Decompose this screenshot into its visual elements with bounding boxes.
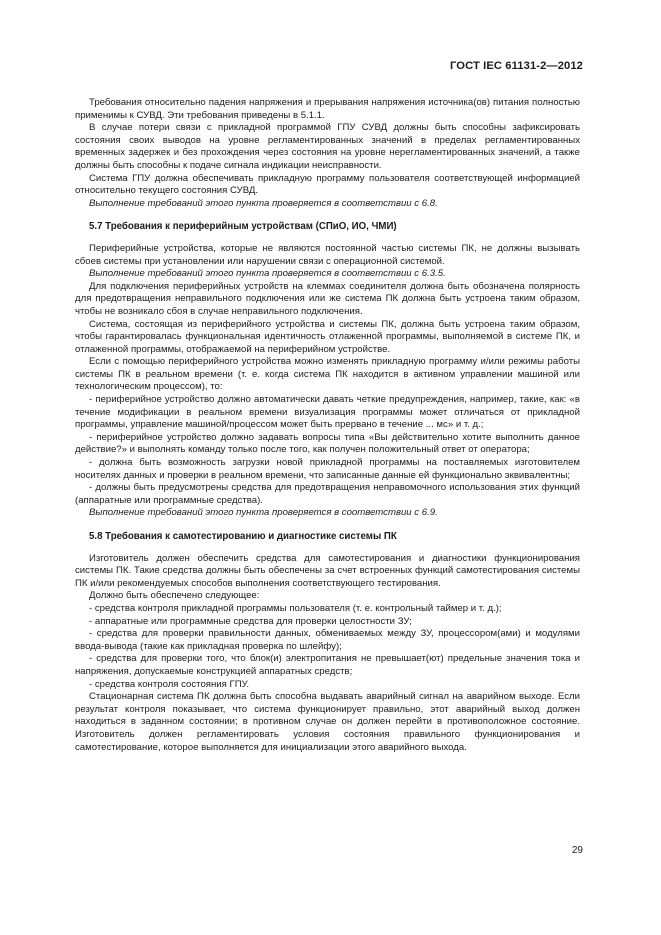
list-item: - должны быть предусмотрены средства для предотвращения неправомочного использования этих функций (аппаратные или программные средства).	[75, 482, 580, 506]
verification-note: Выполнение требований этого пункта проверяется в соответствии с 6.8.	[89, 197, 438, 209]
verification-note: Выполнение требований этого пункта проверяется в соответствии с 6.9.	[89, 507, 438, 519]
paragraph: Если с помощью периферийного устройства можно изменять прикладную программу и/или режимы работы системы ПК в реальном времени (т. е. когда система ПК находится в активном управлении машиной или технологическим процессом), то:	[75, 356, 580, 393]
paragraph: Изготовитель должен обеспечить средства для самотестирования и диагностики функционирования системы ПК. Такие средства должны быть обеспечены за счет встроенных функций самотестирования системы ПК и/или рекомендуемых способов выполнения соответствующего тестирования.	[75, 552, 580, 589]
page-body	[75, 97, 580, 754]
list-item: - периферийное устройство должно задавать вопросы типа «Вы действительно хотите выполнить данное действие?» и выполнять команду только после того, как получен положительный ответ от оператора;	[75, 431, 580, 456]
list-item: - средства для проверки того, что блок(и) электропитания не превышает(ют) предельные значения тока и напряжения, допускаемые конструкцией аппаратных средств;	[75, 653, 580, 677]
paragraph: Периферийные устройства, которые не являются постоянной частью системы ПК, не должны вызывать сбоев системы при установлении или нарушении связи с операционной системой.	[75, 242, 580, 267]
document-id-header: ГОСТ IEC 61131-2—2012	[449, 60, 583, 72]
section-heading-5-7: 5.7 Требования к периферийным устройствам (СПиО, ИО, ЧМИ)	[89, 221, 397, 233]
list-item: - периферийное устройство должно автоматически давать четкие предупреждения, например, такие, как: «в течение модификации в реальном времени визуализация программы может отличаться от прикладной программы, управление машиной/процессом может быть прервано в течение ... мс» и т. д.;	[75, 394, 580, 431]
paragraph: Стационарная система ПК должна быть способна выдавать аварийный сигнал на аварийном выходе. Если результат контроля показывает, что система функционирует правильно, этот аварийный выход должен находиться в заданном состоянии; в противном случае он должен перейти в противоположное состояние. Изготовитель должен регламентировать условия состояния правильного функционирования и самотестирование, которое выполняется для инициализации этого аварийного выхода.	[75, 691, 580, 753]
paragraph: В случае потери связи с прикладной программой ГПУ СУВД должны быть способны зафиксировать состояния своих выводов на уровне регламентированных значений в пределах регламентированных временных задержек и без прохождения через состояния на уровне нерегламентированных значений, а также должны быть способны к подаче сигнала индикации неисправности.	[75, 122, 580, 171]
paragraph: Система ГПУ должна обеспечивать прикладную программу пользователя соответствующей информацией относительно текущего состояния СУВД.	[75, 172, 580, 197]
list-item: - средства контроля состояния ГПУ.	[89, 678, 250, 690]
paragraph: Требования относительно падения напряжения и прерывания напряжения источника(ов) питания полностью применимы к СУВД. Эти требования приведены в 5.1.1.	[75, 97, 580, 121]
paragraph: Система, состоящая из периферийного устройства и системы ПК, должна быть устроена таким образом, чтобы гарантировалась функциональная идентичность отлаженной программы, выполняемой в системе ПК, и отлаженной программы, отображаемой на периферийном устройстве.	[75, 318, 580, 355]
section-heading-5-8: 5.8 Требования к самотестированию и диагностике системы ПК	[89, 531, 397, 542]
verification-note: Выполнение требований этого пункта проверяется в соответствии с 6.3.5.	[89, 268, 446, 280]
list-item: - средства контроля прикладной программы пользователя (т. е. контрольный таймер и т. д.);	[89, 602, 502, 614]
paragraph: Должно быть обеспечено следующее:	[89, 590, 260, 602]
list-item: - аппаратные или программные средства для проверки целостности ЗУ;	[89, 615, 412, 627]
list-item: - должна быть возможность загрузки новой прикладной программы на поставляемых изготовителем носителях данных и проверки в реальном времени, что записанные данные ей функционально эквивалентны;	[75, 457, 580, 481]
page-number: 29	[571, 845, 583, 856]
paragraph: Для подключения периферийных устройств на клеммах соединителя должна быть обозначена полярность для предотвращения неправильного подключения или же система ПК должна быть устроена таким образом, чтобы не возникало сбоя в случае неправильного подключения.	[75, 280, 580, 317]
list-item: - средства для проверки правильности данных, обмениваемых между ЗУ, процессором(ами) и модулями ввода-вывода (такие как прикладная проверка по шлейфу);	[75, 628, 580, 652]
